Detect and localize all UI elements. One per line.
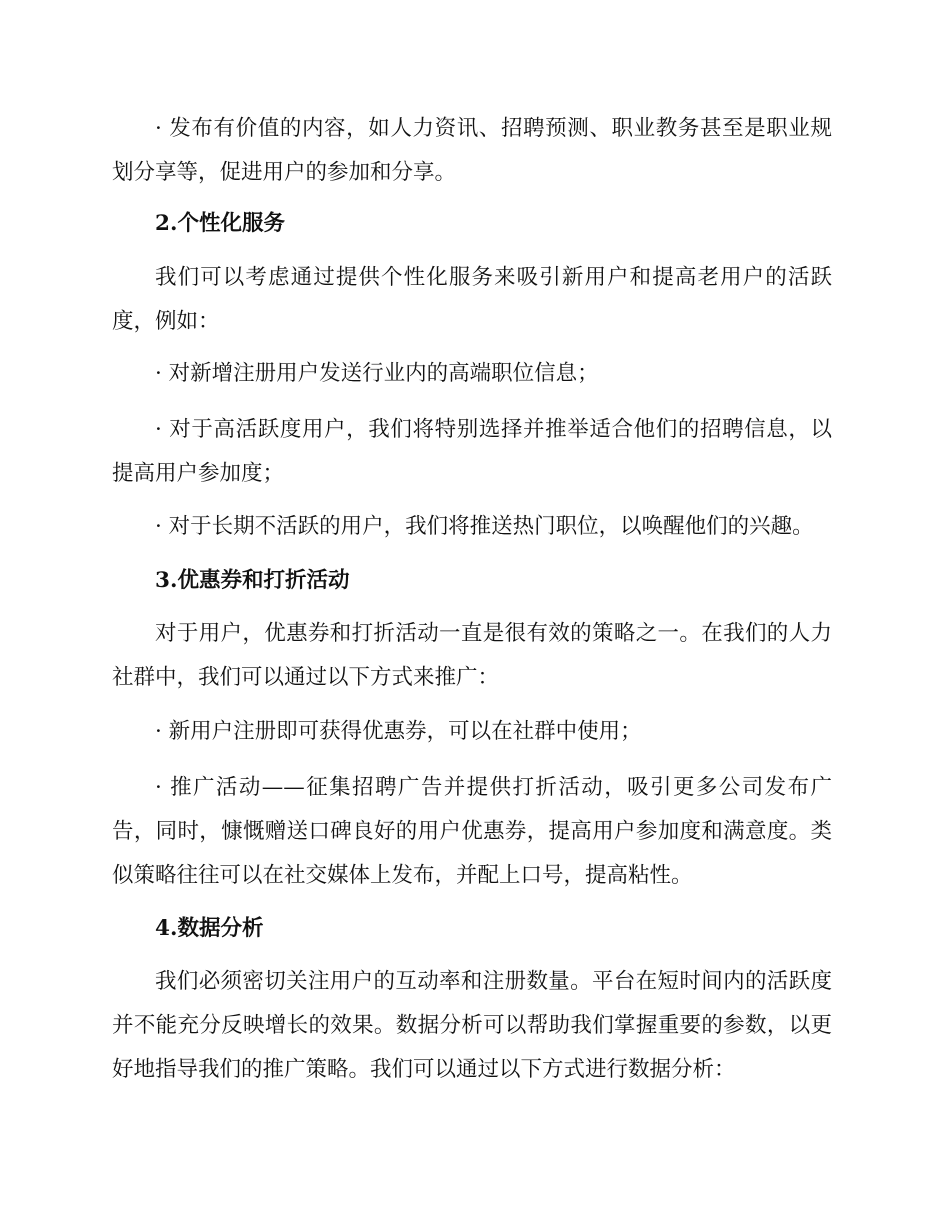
section-heading-coupons: 3.优惠券和打折活动 — [155, 568, 350, 593]
bullet-paragraph-promotion: · 推广活动——征集招聘广告并提供打折活动，吸引更多公司发布广告，同时，慷慨赠送口碑良好的用户优惠券，提高用户参加度和满意度。类似策略往往可以在社交媒体上发布，并配上口号，提高粘性。 — [112, 775, 832, 888]
bullet-paragraph-new-users: · 对新增注册用户发送行业内的高端职位信息； — [155, 361, 599, 386]
paragraph-data-analysis: 我们必须密切关注用户的互动率和注册数量。平台在短时间内的活跃度并不能充分反映增长的效果。数据分析可以帮助我们掌握重要的参数，以更好地指导我们的推广策略。我们可以通过以下方式进行数据分析： — [112, 969, 832, 1082]
bullet-paragraph-active-users: · 对于高活跃度用户，我们将特别选择并推举适合他们的招聘信息，以提高用户参加度； — [112, 417, 832, 486]
section-heading-personalized-service: 2.个性化服务 — [155, 211, 285, 236]
section-heading-data-analysis: 4.数据分析 — [155, 916, 264, 941]
bullet-paragraph-signup-coupon: · 新用户注册即可获得优惠券，可以在社群中使用； — [155, 719, 642, 744]
bullet-paragraph-inactive-users: · 对于长期不活跃的用户，我们将推送热门职位，以唤醒他们的兴趣。 — [155, 514, 814, 539]
paragraph-coupons-intro: 对于用户，优惠券和打折活动一直是很有效的策略之一。在我们的人力社群中，我们可以通过以下方式来推广： — [112, 621, 832, 690]
bullet-paragraph-content-sharing: · 发布有价值的内容，如人力资讯、招聘预测、职业教务甚至是职业规划分享等，促进用户的参加和分享。 — [112, 116, 832, 185]
paragraph-personalized-intro: 我们可以考虑通过提供个性化服务来吸引新用户和提高老用户的活跃度，例如： — [112, 265, 832, 334]
